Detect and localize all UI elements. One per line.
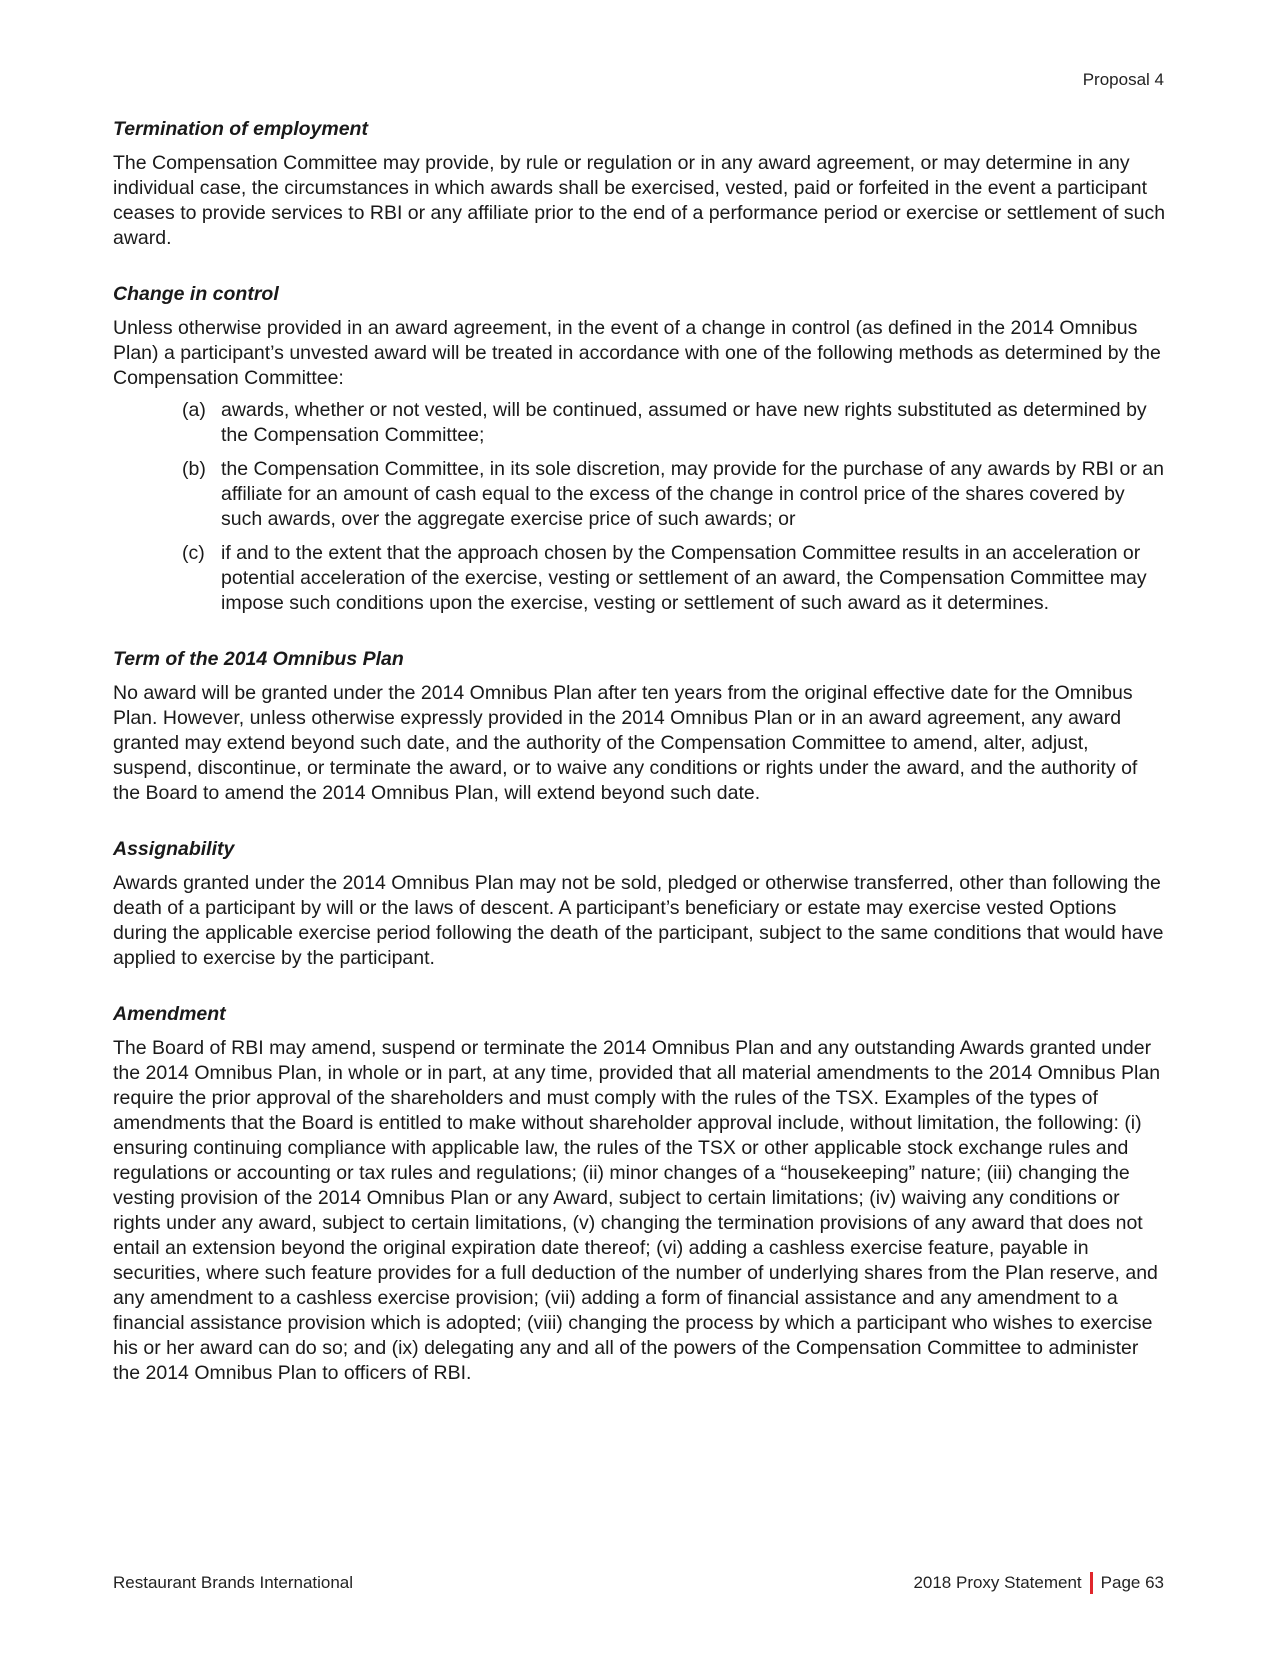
list-marker: (c) [182, 542, 205, 564]
footer-divider [1090, 1572, 1093, 1594]
section-heading: Termination of employment [113, 118, 368, 140]
list-marker: (b) [182, 458, 206, 480]
section-termination [113, 117, 1169, 251]
list-item [182, 457, 1169, 532]
section-change-in-control [113, 282, 1169, 616]
list-marker: (a) [182, 399, 206, 421]
list-item-text: the Compensation Committee, in its sole discretion, may provide for the purchase of any awards by RBI or an affiliate for an amount of cash equal to the excess of the change in control price of the shares covered by such awards, over the aggregate exercise price of such awards; or [221, 458, 1164, 530]
section-body: The Board of RBI may amend, suspend or terminate the 2014 Omnibus Plan and any outstanding Awards granted under the 2014 Omnibus Plan, in whole or in part, at any time, provided that all material amendments to the 2014 Omnibus Plan require the prior approval of the shareholders and must comply with the rules of the TSX. Examples of the types of amendments that the Board is entitled to make without shareholder approval include, without limitation, the following: (i) ensuring continuing compliance with applicable law, the rules of the TSX or other applicable stock exchange rules and regulations or accounting or tax rules and regulations; (ii) minor changes of a “housekeeping” nature; (iii) changing the vesting provision of the 2014 Omnibus Plan or any Award, subject to certain limitations; (iv) waiving any conditions or rights under any award, subject to certain limitations, (v) changing the termination provisions of any award that does not entail an extension beyond the original expiration date thereof; (vi) adding a cashless exercise feature, payable in securities, where such feature provides for a full deduction of the number of underlying shares from the Plan reserve, and any amendment to a cashless exercise provision; (vii) adding a form of financial assistance and any amendment to a financial assistance provision which is adopted; (viii) changing the process by which a participant who wishes to exercise his or her award can do so; and (ix) delegating any and all of the powers of the Compensation Committee to administer the 2014 Omnibus Plan to officers of RBI. [113, 1037, 1161, 1384]
list-item [182, 541, 1169, 616]
footer-document-title: 2018 Proxy Statement [913, 1573, 1082, 1592]
section-heading: Term of the 2014 Omnibus Plan [113, 648, 404, 670]
section-assignability [113, 837, 1169, 971]
section-body: No award will be granted under the 2014 Omnibus Plan after ten years from the original effective date for the Omnibus Plan. However, unless otherwise expressly provided in the 2014 Omnibus Plan or in an award agreement, any award granted may extend beyond such date, and the authority of the Compensation Committee to amend, alter, adjust, suspend, discontinue, or terminate the award, or to waive any conditions or rights under the award, and the authority of the Board to amend the 2014 Omnibus Plan, will extend beyond such date. [113, 682, 1138, 804]
list-item [182, 398, 1169, 448]
running-header: Proposal 4 [1082, 70, 1164, 89]
footer-company: Restaurant Brands International [113, 1573, 354, 1592]
section-amendment [113, 1002, 1169, 1386]
section-heading: Change in control [113, 283, 279, 305]
change-in-control-list [113, 398, 1169, 616]
section-heading: Amendment [113, 1003, 226, 1025]
page-content [113, 117, 1169, 1417]
section-body: The Compensation Committee may provide, by rule or regulation or in any award agreement, or may determine in any individual case, the circumstances in which awards shall be exercised, vested, paid or forfeited in the event a participant ceases to provide services to RBI or any affiliate prior to the end of a performance period or exercise or settlement of such award. [113, 152, 1166, 249]
list-item-text: awards, whether or not vested, will be continued, assumed or have new rights substituted as determined by the Compensation Committee; [221, 399, 1147, 446]
list-item-text: if and to the extent that the approach chosen by the Compensation Committee results in an acceleration or potential acceleration of the exercise, vesting or settlement of an award, the Compensation Committee may impose such conditions upon the exercise, vesting or settlement of such award as it determines. [221, 542, 1147, 614]
section-heading: Assignability [113, 838, 235, 860]
section-body: Unless otherwise provided in an award agreement, in the event of a change in control (as defined in the 2014 Omnibus Plan) a participant’s unvested award will be treated in accordance with one of the following methods as determined by the Compensation Committee: [113, 317, 1161, 389]
footer-page-number: Page 63 [1100, 1573, 1164, 1592]
page-footer [113, 1572, 1164, 1594]
section-body: Awards granted under the 2014 Omnibus Plan may not be sold, pledged or otherwise transferred, other than following the death of a participant by will or the laws of descent. A participant’s beneficiary or estate may exercise vested Options during the applicable exercise period following the death of the participant, subject to the same conditions that would have applied to exercise by the participant. [113, 872, 1164, 969]
footer-right [913, 1572, 1164, 1594]
section-term [113, 647, 1169, 806]
